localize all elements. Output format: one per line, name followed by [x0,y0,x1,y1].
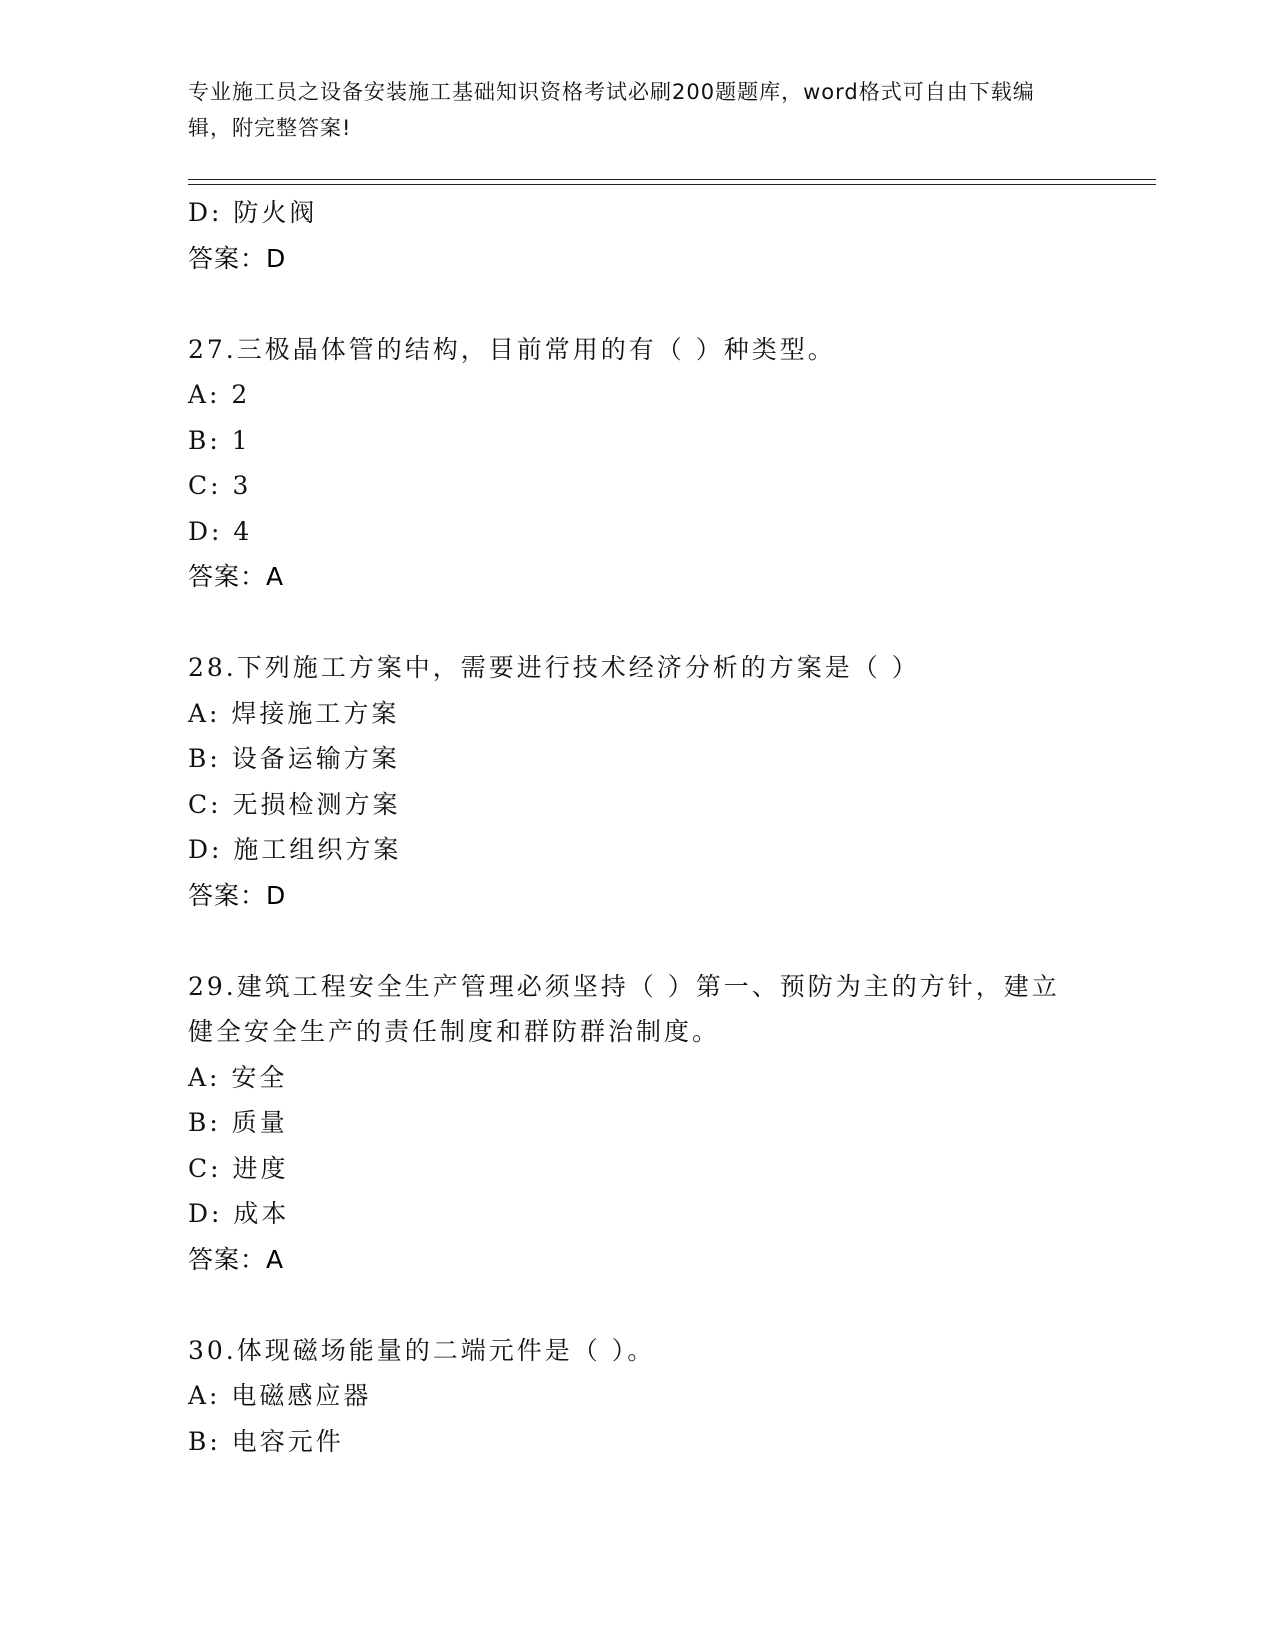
spacer [188,281,1068,327]
question-stem: 28.下列施工方案中，需要进行技术经济分析的方案是（ ） [188,653,920,682]
option-c: C: 无损检测方案 [188,789,401,819]
spacer [188,600,1068,646]
question-stem: 27.三极晶体管的结构，目前常用的有（ ）种类型。 [188,334,836,364]
option-a: A: 焊接施工方案 [188,698,400,728]
option-a: A: 2 [188,380,251,409]
answer-line: 答案：D [188,880,287,910]
question-27 [188,327,1068,600]
option-d: D: 防火阀 [188,198,318,227]
spacer [188,1282,1068,1328]
question-29 [188,964,1068,1283]
option-d: D: 4 [188,516,253,546]
option-d: D: 成本 [188,1199,290,1228]
question-stem: 30.体现磁场能量的二端元件是（ ）。 [188,1335,656,1365]
header-divider-top [188,179,1156,180]
option-d: D: 施工组织方案 [188,835,402,864]
answer-line: 答案：D [188,243,287,273]
question-28 [188,645,1068,918]
option-b: B: 电容元件 [188,1426,344,1456]
option-c: C: 3 [188,471,252,500]
header-divider-bottom [188,184,1156,185]
answer-line: 答案：A [188,562,285,591]
spacer [188,918,1068,964]
option-b: B: 设备运输方案 [188,744,400,773]
answer-line: 答案：A [188,1244,285,1274]
option-a: A: 电磁感应器 [188,1381,372,1410]
option-a: A: 安全 [188,1062,288,1092]
document-header: 专业施工员之设备安装施工基础知识资格考试必刷200题题库，word格式可自由下载编辑，附完整答案! [188,80,1035,140]
option-c: C: 进度 [188,1153,289,1183]
question-stem: 29.建筑工程安全生产管理必须坚持（ ）第一、预防为主的方针，建立健全安全生产的责任制度和群防群治制度。 [188,971,1060,1046]
question-26-tail [188,190,1068,281]
question-30 [188,1328,1068,1465]
option-b: B: 质量 [188,1108,288,1137]
question-list [188,190,1068,1464]
option-b: B: 1 [188,425,251,455]
